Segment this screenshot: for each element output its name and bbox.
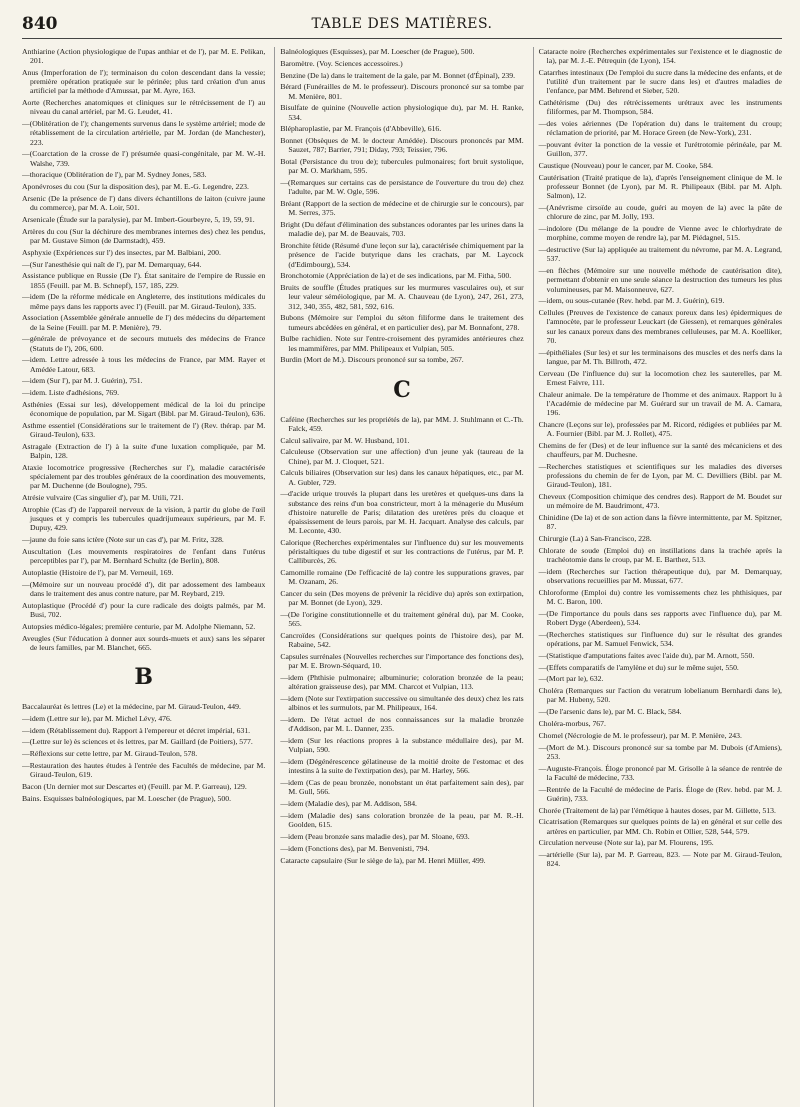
index-entry: —Recherches statistiques et scientifiques sur les maladies des diverses professions du chemin de fer de Lyon, par M. C. Devilliers (Bibl. par M. Giraud-Teulon), 181.: [538, 461, 782, 490]
index-entry: Asthénies (Essai sur les), développement médical de la loi du principe économique de population, par M. Sigart (Bibl. par M. Giraud-Teulon), 636.: [22, 399, 266, 419]
index-entry: Bréant (Rapport de la section de médecine et de chirurgie sur le concours), par M. Serres, 375.: [280, 199, 524, 218]
index-entry: Bisulfate de quinine (Nouvelle action physiologique du), par M. H. Ranke, 534.: [280, 103, 524, 122]
index-entry: —(Anévrisme cirsoïde au coude, guéri au moyen de la) avec la pâte de chlorure de zinc, par M. Jolly, 193.: [538, 203, 782, 222]
index-entry: —idem (Sur les réactions propres à la substance médullaire des), par M. Vulpian, 590.: [280, 736, 524, 755]
index-entry: —(Mémoire sur un nouveau procédé d'), dit par adossement des lambeaux dans le traitement des anus contre nature, par M. Reybard, 219.: [22, 579, 266, 598]
index-entry: —idem (Recherches sur l'action thérapeutique du), par M. Demarquay, observations recueillies par M. Mussat, 677.: [538, 566, 782, 586]
index-entry: —Auguste-François. Éloge prononcé par M. Grisolle à la séance de rentrée de la Faculté de médecine, 733.: [538, 763, 782, 782]
index-entry: —idem (Rétablissement du). Rapport à l'empereur et décret impérial, 631.: [22, 725, 251, 735]
index-entry: Calculeuse (Observation sur une affection) d'un jeune yak (taureau de la Chine), par M. J. Cloquet, 521.: [280, 447, 524, 466]
index-entry: Autopsies médico-légales; première centurie, par M. Adolphe Niemann, 52.: [22, 621, 256, 631]
index-entry: Ataxie locomotrice progressive (Recherches sur l'), maladie caractérisée spécialement par des troubles généraux de la coordination des mouvements, par M. Duchenne (de Boulogne), 795.: [22, 462, 266, 491]
index-entry: —en flèches (Mémoire sur une nouvelle méthode de cautérisation dite), permettant d'obtenir en une seule séance la destruction des tumeurs les plus volumineuses, par M. Maisonneuve, 627.: [538, 266, 782, 294]
index-entry: Autoplastique (Procédé d') pour la cure radicale des doigts palmés, par M. Busi, 702.: [22, 600, 266, 619]
index-entry: Caféine (Recherches sur les propriétés de la), par MM. J. Stuhlmann et C.-Th. Falck, 459.: [280, 414, 524, 433]
index-entry: —(De l'arsenic dans le), par M. C. Black, 584.: [538, 707, 682, 717]
index-entry: —(Coarctation de la crosse de l') présumée quasi-congénitale, par M. W.-H. Walshe, 739.: [22, 149, 266, 168]
index-entry: —(Mort de M.). Discours prononcé sur sa tombe par M. Dubois (d'Amiens), 253.: [538, 742, 782, 761]
index-entry: —pouvant éviter la ponction de la vessie et l'urétrotomie périnéale, par M. Guillon, 377.: [538, 140, 782, 159]
index-entry: —(Effets comparatifs de l'amylène et du) sur le même sujet, 550.: [538, 662, 739, 672]
index-column-3: [533, 47, 782, 1107]
index-entry: —idem (Cas de peau bronzée, nonobstant un état parfaitement sain des), par M. Gull, 566.: [280, 778, 524, 797]
index-entry: Choléra (Remarques sur l'action du veratrum lobelianum Bernhardi dans le), par M. Hubeny, 520.: [538, 686, 782, 705]
index-entry: Bubons (Mémoire sur l'emploi du séton filiforme dans le traitement des tumeurs abcédées en général, et en particulier des), par M. Bonnafont, 278.: [280, 313, 524, 332]
index-entry: —destructive (Sur la) appliquée au traitement du névrome, par M. A. Legrand, 537.: [538, 245, 782, 264]
index-entry: Botal (Persistance du trou de); tubercules pulmonaires; fort bruit systolique, par M. O. Markham, 595.: [280, 157, 524, 176]
index-entry: —(Statistique d'amputations faites avec l'aide du), par M. Arnott, 550.: [538, 650, 755, 660]
index-entry: Circulation nerveuse (Note sur la), par M. Flourens, 195.: [538, 838, 714, 848]
index-entry: —épithéliales (Sur les) et sur les terminaisons des muscles et des nerfs dans la langue, par M. Th. Billroth, 472.: [538, 347, 782, 366]
index-entry: —jaune du foie sans ictère (Note sur un cas d'), par M. Fritz, 328.: [22, 535, 224, 545]
index-entry: Asthme essentiel (Considérations sur le traitement de l') (Rev. thérap. par M. Giraud-Teulon), 633.: [22, 420, 266, 440]
index-entry: Cataracte noire (Recherches expérimentales sur l'existence et le diagnostic de la), par M. J.-E. Pétrequin (de Lyon), 154.: [538, 47, 782, 66]
page-header: [22, 14, 782, 39]
index-entry: —générale de prévoyance et de secours mutuels des médecins de France (Statuts de l'), 206, 600.: [22, 334, 266, 353]
index-entry: Bronchite fétide (Résumé d'une leçon sur la), caractérisée chimiquement par la présence de l'acide butyrique dans les crachats, par M. Laycock (d'Edimbourg), 534.: [280, 241, 524, 269]
index-entry: Bulbe rachidien. Note sur l'entre-croisement des pyramides antérieures chez les mammifères, par MM. Philipeaux et Vulpian, 505.: [280, 334, 524, 353]
index-entry: Chirurgie (La) à San-Francisco, 228.: [538, 534, 652, 544]
index-entry: Assistance publique en Russie (De l'). État sanitaire de l'empire de Russie en 1855 (Feuill. par M. B. Schnepf), 157, 185, 229.: [22, 271, 266, 290]
index-entry: Bright (Du défaut d'élimination des substances odorantes par les urines dans la maladie de), par M. de Beauvais, 703.: [280, 220, 524, 239]
index-entry: Chlorate de soude (Emploi du) en instillations dans la trachée après la trachéotomie dans le croup, par M. E. Barthez, 513.: [538, 545, 782, 565]
index-entry: —Rentrée de la Faculté de médecine de Paris. Éloge de (Rev. hebd. par M. J. Guérin), 733.: [538, 784, 782, 803]
index-entry: Caustique (Nouveau) pour le cancer, par M. Cooke, 584.: [538, 161, 713, 171]
index-entry: Chancre (Leçons sur le), professées par M. Ricord, rédigées et publiées par M. A. Fournier (Bibl. par M. J. Rollet), 475.: [538, 419, 782, 439]
index-entry: Aponévroses du cou (Sur la disposition des), par M. E.-G. Legendre, 223.: [22, 182, 249, 192]
index-entry: —indolore (Du mélange de la poudre de Vienne avec le chlorhydrate de morphine, comme moyen de rendre la), par M. Piédagnel, 515.: [538, 224, 782, 243]
index-entry: Astragale (Extraction de l') à la suite d'une luxation compliquée, par M. Balpin, 128.: [22, 441, 266, 461]
index-entry: Cancer du sein (Des moyens de prévenir la récidive du) après son extirpation, par M. Bonnet (de Lyon), 329.: [280, 589, 524, 608]
index-entry: —(Recherches statistiques sur l'influence du) sur le résultat des grandes opérations, par M. Samuel Fenwick, 534.: [538, 629, 782, 649]
index-entry: Choléra-morbus, 767.: [538, 719, 606, 728]
index-entry: —idem (Maladie des), par M. Addison, 584.: [280, 799, 417, 809]
index-entry: Autoplastie (Histoire de l'), par M. Verneuil, 169.: [22, 567, 174, 577]
index-entry: —Restauration des hautes études à l'entrée des Facultés de médecine, par M. Giraud-Teulon, 619.: [22, 760, 266, 780]
index-entry: —d'acide urique trouvés la plupart dans les uretères et quelques-uns dans la substance des reins d'un boa constricteur, mort à la ménagerie du Muséum d'histoire naturelle de Paris; dilatation des uretères près du cloaque et épaississement de leurs parois, par M. H. Jacquart. Analyse des calculs, par M. Leconte, 430.: [280, 489, 524, 536]
index-entry: —idem. Liste d'adhésions, 769.: [22, 388, 120, 398]
index-entry: —artérielle (Sur la), par M. P. Garreau, 823. — Note par M. Giraud-Teulon, 824.: [538, 850, 782, 869]
index-entry: Bonnet (Obsèques de M. le docteur Amédée). Discours prononcés par MM. Sauzet, 787; Barrier, 791; Diday, 793; Teissier, 796.: [280, 136, 524, 155]
index-entry: Association (Assemblée générale annuelle de l') des médecins du département de la Seine (Feuill. par M. P. Menière), 79.: [22, 313, 266, 332]
index-column-2: [274, 47, 523, 1107]
index-entry: —(De l'importance du pouls dans ses rapports avec l'influence du), par M. Robert Dyge (Aberdeen), 534.: [538, 608, 782, 628]
index-entry: Balnéologiques (Esquisses), par M. Loescher (de Prague), 500.: [280, 47, 475, 56]
index-entry: Calcul salivaire, par M. W. Husband, 101.: [280, 435, 410, 445]
index-entry: Cathétérisme (Du) des rétrécissements urétraux avec les instruments filiformes, par M. Thompson, 584.: [538, 98, 782, 117]
index-entry: —idem (De la réforme médicale en Angleterre, des institutions médicales du même pays dans les rapports avec l') (Feuill. par M. Giraud-Teulon), 335.: [22, 292, 266, 311]
index-entry: Chaleur animale. De la température de l'homme et des animaux. Rapport lu à l'Académie de médecine par M. Guérard sur un travail de M. A. Camara, 196.: [538, 389, 782, 418]
index-entry: —(Mort par le), 632.: [538, 674, 604, 684]
index-entry: Camomille romaine (De l'efficacité de la) contre les suppurations graves, par M. Ozanam, 26.: [280, 568, 524, 587]
index-entry: —idem (Fonctions des), par M. Benvenisti, 794.: [280, 843, 430, 853]
index-columns: [22, 47, 782, 1107]
index-entry: —idem (Peau bronzée sans maladie des), par M. Sloane, 693.: [280, 832, 470, 841]
index-entry: Chloroforme (Emploi du) contre les vomissements chez les phthisiques, par M. C. Baron, 100.: [538, 587, 782, 607]
index-entry: Atrophie (Cas d') de l'appareil nerveux de la vision, à partir du globe de l'œil jusques et y compris les tubercules quadrijumeaux supérieurs, par M. F. Dupuy, 429.: [22, 504, 266, 533]
index-entry: —idem (Sur l'), par M. J. Guérin), 751.: [22, 376, 143, 386]
index-entry: —(Remarques sur certains cas de persistance de l'ouverture du trou de) chez l'adulte, par M. W. Ogle, 596.: [280, 178, 524, 197]
index-entry: —idem (Phthisie pulmonaire; albuminurie; coloration bronzée de la peau; altération graisseuse des), par MM. Charcot et Vulpian, 113.: [280, 673, 524, 692]
index-entry: Catarrhes intestinaux (De l'emploi du sucre dans la médecine des enfants, et de l'utilité d'un traitement par le sucre dans les) et d'autres maladies de l'enfance, par MM. Behrend et Sieber, 520.: [538, 68, 782, 96]
index-entry: —thoracique (Oblitération de l'), par M. Sydney Jones, 583.: [22, 170, 207, 180]
index-entry: —(Sur l'anesthésie qui naît de l'), par M. Demarquay, 644.: [22, 259, 202, 269]
index-entry: —(Oblitération de l'); changements survenus dans le système artériel; mode de rétablissement de la circulation artérielle, par M. Jordan (de Manchester), 223.: [22, 119, 266, 147]
index-entry: Baccalauréat ès lettres (Le) et la médecine, par M. Giraud-Teulon, 449.: [22, 701, 241, 711]
page-number: 840: [22, 14, 58, 34]
index-entry: Bains. Esquisses balnéologiques, par M. Loescher (de Prague), 500.: [22, 793, 232, 803]
index-entry: Cheveux (Composition chimique des cendres des). Rapport de M. Boudet sur un mémoire de M. Baudrimont, 473.: [538, 492, 782, 511]
running-title: TABLE DES MATIÈRES.: [311, 16, 493, 32]
index-entry: Chomel (Nécrologie de M. le professeur), par M. P. Menière, 243.: [538, 730, 742, 740]
index-entry: Aveugles (Sur l'éducation à donner aux sourds-muets et aux) sans les séparer de leurs familles, par M. Blanchet, 665.: [22, 633, 266, 652]
section-letter: C: [393, 376, 411, 403]
index-entry: Burdin (Mort de M.). Discours prononcé sur sa tombe, 267.: [280, 355, 464, 365]
index-entry: —idem, ou sous-cutanée (Rev. hebd. par M. J. Guérin), 619.: [538, 296, 725, 306]
index-entry: Bacon (Un dernier mot sur Descartes et) (Feuill. par M. P. Garreau), 129.: [22, 781, 247, 791]
index-entry: Blépharoplastie, par M. François (d'Abbeville), 616.: [280, 124, 442, 134]
index-entry: —idem (Dégénérescence gélatineuse de la moitié droite de l'estomac et des intestins à la suite de l'extirpation des), par M. Harley, 566.: [280, 757, 524, 776]
index-entry: Arsenic (De la présence de l') dans divers échantillons de laiton (cuivre jaune du commerce), par M. A. Loir, 501.: [22, 194, 266, 213]
index-entry: Cicatrisation (Remarques sur quelques points de la) en général et sur celle des artères en particulier, par MM. Ch. Robin et Ollier, 528, 544, 579.: [538, 817, 782, 836]
index-entry: Anthiarine (Action physiologique de l'upas anthiar et de l'), par M. E. Pelikan, 201.: [22, 47, 266, 66]
index-entry: —idem (Maladie des) sans coloration bronzée de la peau, par M. R.-H. Goolden, 615.: [280, 811, 524, 830]
index-entry: Chorée (Traitement de la) par l'émétique à hautes doses, par M. Gillette, 513.: [538, 805, 776, 815]
index-entry: Bérard (Funérailles de M. le professeur). Discours prononcé sur sa tombe par M. Menière, 801.: [280, 82, 524, 101]
index-entry: —(Lettre sur le) ès sciences et ès lettres, par M. Gaillard (de Poitiers), 577.: [22, 737, 253, 747]
index-entry: Benzine (De la) dans le traitement de la gale, par M. Bonnet (d'Épinal), 239.: [280, 70, 516, 80]
index-entry: Asphyxie (Expériences sur l') des insectes, par M. Balbiani, 200.: [22, 247, 221, 257]
index-entry: Bronchotomie (Appréciation de la) et de ses indications, par M. Fitha, 500.: [280, 271, 512, 281]
index-entry: Capsules surrénales (Nouvelles recherches sur l'importance des fonctions des), par M. E. Brown-Séquard, 10.: [280, 652, 524, 671]
index-entry: Arsenicale (Étude sur la paralysie), par M. Imbert-Gourbeyre, 5, 19, 59, 91.: [22, 215, 255, 224]
index-entry: Anus (Imperforation de l'); terminaison du colon descendant dans la vessie; première opération pratiquée sur le périnée; plus tard création d'un anus artificiel par la méthode d'Amussat, par M. Ayre, 163.: [22, 68, 266, 96]
index-entry: Calculs biliaires (Observation sur les) dans les canaux hépatiques, etc., par M. A. Gubler, 729.: [280, 468, 524, 487]
index-entry: Artères du cou (Sur la déchirure des membranes internes des) chez les pendus, par M. Gustave Simon (de Darmstadt), 459.: [22, 226, 266, 245]
index-entry: Cerveau (De l'influence du) sur la locomotion chez les sauterelles, par M. Ernest Faivre, 111.: [538, 368, 782, 387]
index-entry: Chinidine (De la) et de son action dans la fièvre intermittente, par M. Spitzner, 87.: [538, 513, 782, 532]
index-entry: —idem (Note sur l'extirpation successive ou simultanée des deux) chez les rats albinos et les surmulots, par M. Philipeaux, 164.: [280, 694, 524, 713]
index-column-1: [22, 47, 265, 1107]
index-entry: Auscultation (Les mouvements respiratoires de l'enfant dans l'utérus perceptibles par l'), par M. Bernhard Schultz (de Berlin), 808.: [22, 546, 266, 566]
index-entry: Calorique (Recherches expérimentales sur l'influence du) sur les mouvements péristaltiques du tube digestif et sur les contractions de l'utérus, par M. P. Calliburcès, 26.: [280, 538, 524, 566]
index-entry: Cataracte capsulaire (Sur le siège de la), par M. Henri Müller, 499.: [280, 855, 486, 865]
index-entry: Cancroïdes (Considérations sur quelques points de l'histoire des), par M. Rabaine, 542.: [280, 631, 524, 650]
index-entry: —idem (Lettre sur le), par M. Michel Lévy, 476.: [22, 713, 172, 723]
index-entry: —idem. De l'état actuel de nos connaissances sur la maladie bronzée d'Addison, par M. L. Danner, 235.: [280, 715, 524, 734]
index-entry: Cautérisation (Traité pratique de la), d'après l'enseignement clinique de M. le professeur Bonnet (de Lyon), par M. R. Philipeaux (Bibl. par M. Alph. Salmon), 12.: [538, 173, 782, 201]
index-entry: —Réflexions sur cette lettre, par M. Giraud-Teulon, 578.: [22, 749, 198, 759]
index-entry: —(De l'origine constitutionnelle et du traitement général du), par M. Cooke, 565.: [280, 610, 524, 629]
index-entry: —des voies aériennes (De l'opération du) dans le traitement du croup; réclamation de priorité, par M. Horace Green (de New-York), 231.: [538, 119, 782, 138]
index-entry: Chemins de fer (Des) et de leur influence sur la santé des mécaniciens et des chauffeurs, par M. Duchesne.: [538, 440, 782, 460]
index-entry: Baromètre. (Voy. Sciences accessoires.): [280, 58, 403, 68]
index-entry: —idem. Lettre adressée à tous les médecins de France, par MM. Rayer et Amédée Latour, 683.: [22, 355, 266, 374]
section-letter: B: [134, 663, 153, 690]
index-entry: Aorte (Recherches anatomiques et cliniques sur le rétrécissement de l') au niveau du canal artériel, par M. G. Leudet, 41.: [22, 98, 266, 117]
index-entry: Atrésie vulvaire (Cas singulier d'), par M. Utili, 721.: [22, 493, 184, 503]
index-entry: Cellules (Preuves de l'existence de canaux poreux dans les) épidermiques de l'amnocète, par le professeur Leuckart (de Giessen), et remarques générales sur les canaux poreux dans des membranes celluleuses, par M. A. Koelliker, 70.: [538, 308, 782, 345]
index-entry: Bruits de souffle (Études pratiques sur les murmures vasculaires ou), et sur leur valeur séméiologique, par M. A. Chauveau (de Lyon), 247, 261, 273, 312, 340, 355, 482, 581, 592, 616.: [280, 283, 524, 311]
